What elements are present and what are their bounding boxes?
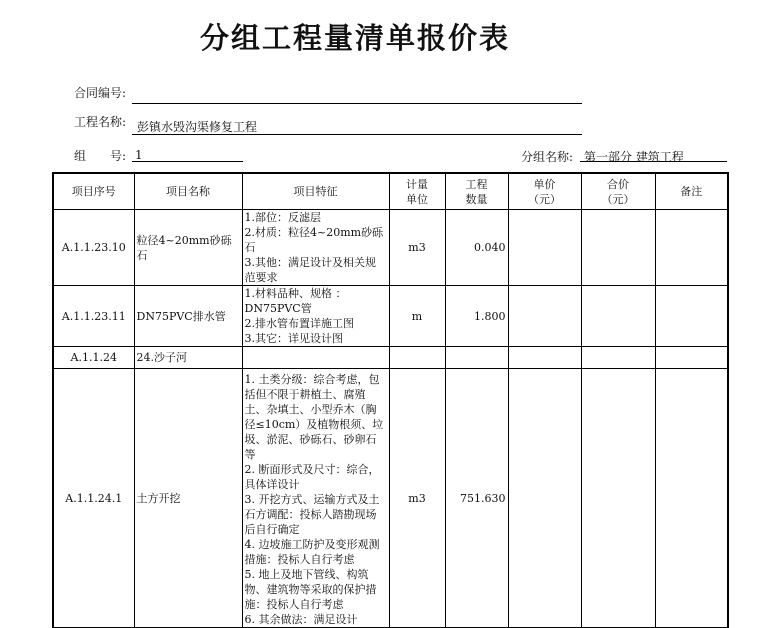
row-unit-price bbox=[508, 369, 581, 628]
row-remark bbox=[655, 210, 728, 286]
row-unit-price bbox=[508, 210, 581, 286]
row-unit: m3 bbox=[389, 210, 445, 286]
row-qty: 751.630 bbox=[445, 369, 508, 628]
row-name: 24.沙子河 bbox=[134, 347, 242, 369]
table-header-row bbox=[53, 173, 728, 210]
header-qty bbox=[445, 173, 508, 210]
row-remark bbox=[655, 347, 728, 369]
row-features bbox=[242, 286, 389, 347]
group-name-underline bbox=[580, 161, 727, 162]
contract-no-underline bbox=[132, 103, 582, 104]
header-total-price-text: 合价 （元） bbox=[601, 177, 635, 206]
row-features bbox=[242, 210, 389, 286]
header-unit bbox=[389, 173, 445, 210]
row-unit: m bbox=[389, 286, 445, 347]
feature-line: 3. 开挖方式、运输方式及土石方调配：投标人踏勘现场后自行确定 bbox=[244, 493, 380, 536]
header-remark: 备注 bbox=[655, 173, 728, 210]
row-qty: 1.800 bbox=[445, 286, 508, 347]
project-name-value: 彭镇水毁沟渠修复工程 bbox=[137, 120, 258, 134]
row-qty bbox=[445, 347, 508, 369]
header-name: 项目名称 bbox=[134, 173, 242, 210]
row-features bbox=[242, 347, 389, 369]
row-unit-price bbox=[508, 347, 581, 369]
row-seq: A.1.1.23.11 bbox=[53, 286, 134, 347]
header-unit-price-text: 单价 （元） bbox=[528, 177, 561, 206]
group-no-value: 1 bbox=[135, 148, 143, 162]
group-name-label: 分组名称: bbox=[521, 150, 574, 164]
table-row bbox=[53, 210, 728, 286]
table-row bbox=[53, 286, 728, 347]
group-no-underline bbox=[132, 161, 243, 162]
group-no-label: 组 号: bbox=[74, 149, 127, 163]
feature-line: 4. 边坡施工防护及变形观测措施：投标人自行考虑 bbox=[244, 538, 380, 566]
header-unit-text: 计量 单位 bbox=[406, 177, 428, 206]
feature-line: 2.排水管布置详施工图 bbox=[244, 317, 354, 330]
row-qty: 0.040 bbox=[445, 210, 508, 286]
row-name: 土方开挖 bbox=[134, 369, 242, 628]
row-name: 粒径4~20mm砂砾石 bbox=[134, 210, 242, 286]
row-total-price bbox=[581, 210, 655, 286]
table-row bbox=[53, 369, 728, 628]
table-row bbox=[53, 347, 728, 369]
row-seq: A.1.1.23.10 bbox=[53, 210, 134, 286]
row-seq: A.1.1.24.1 bbox=[53, 369, 134, 628]
row-remark bbox=[655, 369, 728, 628]
boq-table bbox=[52, 172, 729, 628]
header-total-price bbox=[581, 173, 655, 210]
row-name: DN75PVC排水管 bbox=[134, 286, 242, 347]
project-name-underline bbox=[132, 134, 582, 135]
row-total-price bbox=[581, 347, 655, 369]
feature-line: 2. 断面形式及尺寸：综合，具体详设计 bbox=[244, 463, 380, 491]
row-unit: m3 bbox=[389, 369, 445, 628]
row-total-price bbox=[581, 369, 655, 628]
header-qty-text: 工程 数量 bbox=[465, 177, 488, 206]
project-name-label: 工程名称: bbox=[74, 115, 127, 129]
header-seq: 项目序号 bbox=[53, 173, 134, 210]
header-features: 项目特征 bbox=[242, 173, 389, 210]
feature-line: 3.其它：详见设计图 bbox=[244, 332, 343, 345]
row-features bbox=[242, 369, 389, 628]
page-title: 分组工程量清单报价表 bbox=[199, 21, 510, 55]
row-seq: A.1.1.24 bbox=[53, 347, 134, 369]
feature-line: 2.材质：粒径4~20mm砂砾石 bbox=[244, 226, 384, 254]
feature-line: 3.其他：满足设计及相关规范要求 bbox=[244, 256, 376, 284]
group-name-value: 第一部分 建筑工程 bbox=[584, 150, 684, 164]
feature-line: 1.材料品种、规格 ：DN75PVC管 bbox=[244, 287, 347, 315]
contract-no-label: 合同编号: bbox=[74, 86, 127, 100]
row-unit-price bbox=[508, 286, 581, 347]
feature-line: 1.部位：反滤层 bbox=[244, 211, 321, 224]
header-unit-price bbox=[508, 173, 581, 210]
feature-line: 1. 土类分级：综合考虑，包括但不限于耕植土、腐殖土、杂填土、小型乔木（胸径≤10cm）及植物根须、垃圾、淤泥、砂砾石、砂卵石等 bbox=[244, 373, 384, 461]
row-unit bbox=[389, 347, 445, 369]
feature-line: 5. 地上及地下管线、构筑物、建筑物等采取的保护措施：投标人自行考虑 bbox=[244, 568, 377, 611]
row-remark bbox=[655, 286, 728, 347]
row-total-price bbox=[581, 286, 655, 347]
feature-line: 6. 其余做法：满足设计 bbox=[244, 613, 358, 626]
